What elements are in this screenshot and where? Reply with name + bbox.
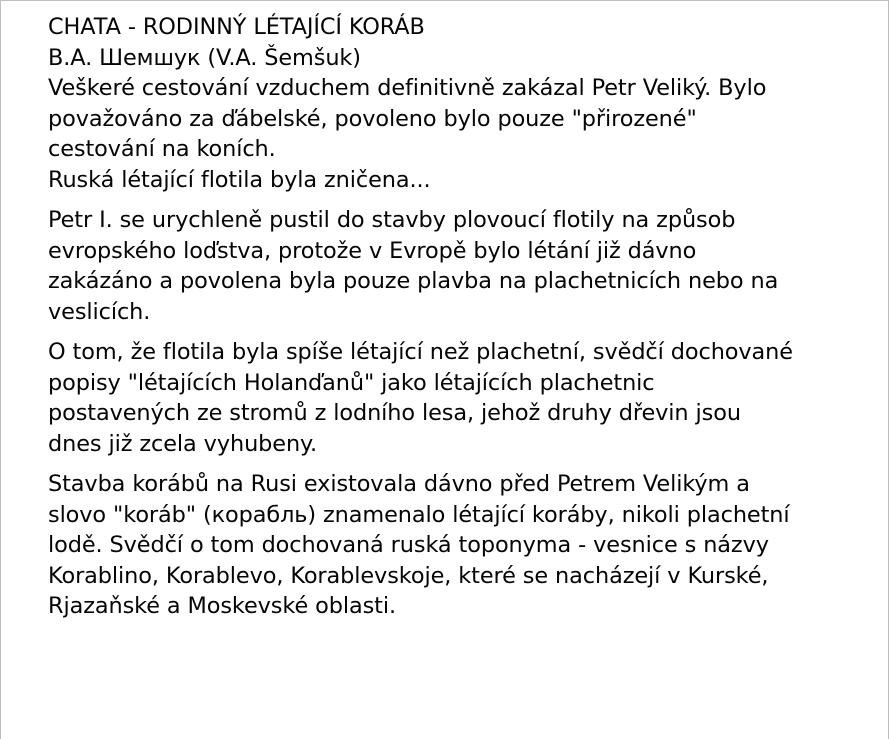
post-author: B.A. Шемшук (V.A. Šemšuk) <box>48 44 361 71</box>
paragraph-line: Petr I. se urychleně pustil do stavby plovoucí flotily na způsob <box>48 207 736 233</box>
paragraph-line: postavených ze stromů z lodního lesa, jehož druhy dřevin jsou <box>48 400 741 426</box>
paragraph-line: Korablino, Korablevo, Korablevskoje, které se nacházejí v Kurské, <box>48 562 769 589</box>
post-text <box>48 12 878 622</box>
paragraph-line: zakázáno a povolena byla pouze plavba na plachetnicích nebo na <box>48 268 779 294</box>
paragraph-line: Veškeré cestování vzduchem definitivně zakázal Petr Veliký. Bylo <box>48 75 767 101</box>
post-title: CHATA - RODINNÝ LÉTAJÍCÍ KORÁB <box>48 14 425 40</box>
paragraph-4 <box>48 469 878 622</box>
paragraph-3 <box>48 337 878 459</box>
paragraph-line: veslicích. <box>48 298 151 325</box>
paragraph-line: popisy "létajících Holanďanů" jako létajících plachetnic <box>48 369 655 396</box>
paragraph-line: O tom, že flotila byla spíše létající než plachetní, svědčí dochované <box>48 339 793 365</box>
paragraph-line: považováno za ďábelské, povoleno bylo pouze "přirozené" <box>48 105 697 132</box>
paragraph-line: Rjazaňské a Moskevské oblasti. <box>48 593 396 619</box>
paragraph-line: Stavba korábů na Rusi existovala dávno před Petrem Velikým a <box>48 471 750 497</box>
paragraph-line: dnes již zcela vyhubeny. <box>48 430 318 457</box>
paragraph-line: lodě. Svědčí o tom dochovaná ruská toponyma - vesnice s názvy <box>48 532 769 558</box>
paragraph-line: slovo "koráb" (корабль) znamenalo létající koráby, nikoli plachetní <box>48 501 790 528</box>
paragraph-1 <box>48 73 878 195</box>
paragraph-line: cestování na koních. <box>48 136 276 162</box>
paragraph-line: Ruská létající flotila byla zničena... <box>48 166 431 193</box>
paragraph-line: evropského loďstva, protože v Evropě bylo létání již dávno <box>48 237 697 264</box>
paragraph-2 <box>48 205 878 327</box>
